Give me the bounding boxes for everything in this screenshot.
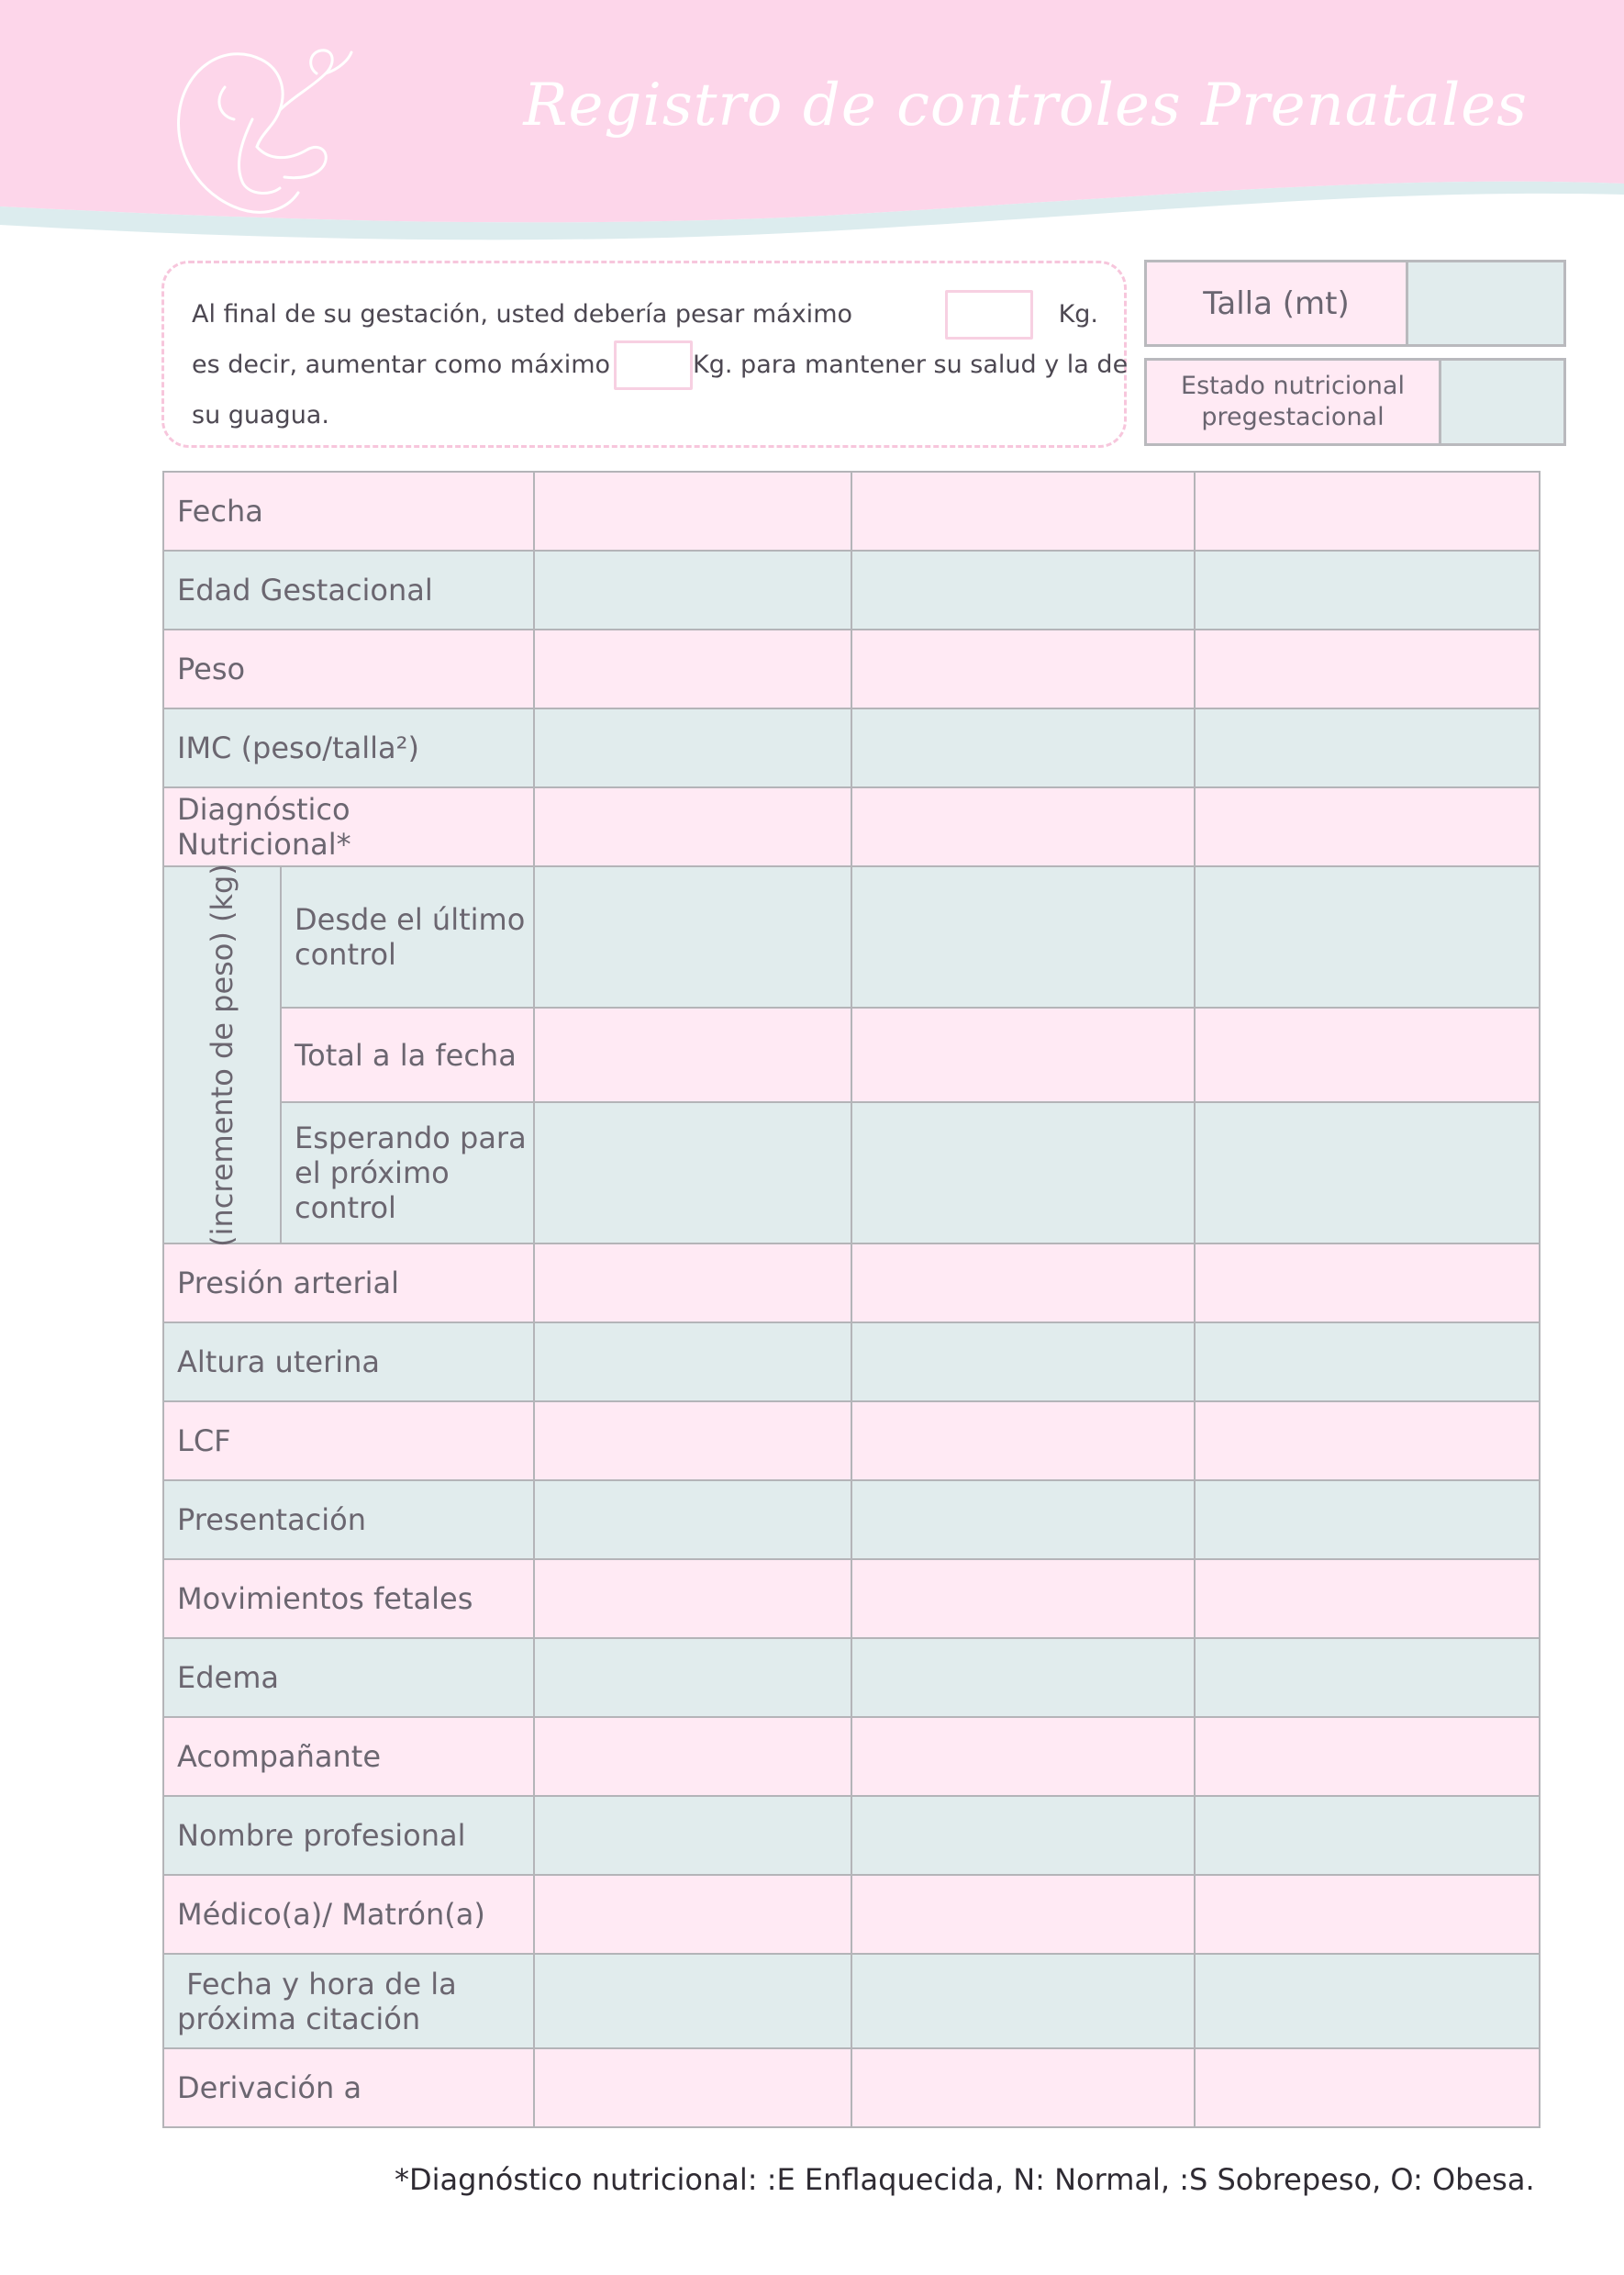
table-cell[interactable] xyxy=(1195,787,1540,866)
table-cell[interactable] xyxy=(534,1008,851,1102)
table-cell[interactable] xyxy=(851,1401,1195,1480)
table-cell[interactable] xyxy=(851,1559,1195,1638)
table-cell[interactable] xyxy=(1195,1243,1540,1322)
estado-label: Estado nutricional pregestacional xyxy=(1147,361,1441,443)
table-cell[interactable] xyxy=(1195,551,1540,630)
table-cell[interactable] xyxy=(851,1480,1195,1559)
table-cell[interactable] xyxy=(1195,1401,1540,1480)
table-cell[interactable] xyxy=(534,866,851,1008)
table-cell[interactable] xyxy=(1195,708,1540,787)
table-cell[interactable] xyxy=(851,1954,1195,2048)
table-cell[interactable] xyxy=(851,866,1195,1008)
table-cell[interactable] xyxy=(534,1322,851,1401)
row-label: Presentación xyxy=(163,1480,534,1559)
table-cell[interactable] xyxy=(534,787,851,866)
row-label: LCF xyxy=(163,1401,534,1480)
table-row xyxy=(163,630,1540,708)
table-cell[interactable] xyxy=(1195,1796,1540,1875)
table-cell[interactable] xyxy=(534,1480,851,1559)
table-row xyxy=(163,866,1540,1008)
row-label: Total a la fecha xyxy=(281,1008,534,1102)
table-cell[interactable] xyxy=(1195,630,1540,708)
table-row xyxy=(163,1480,1540,1559)
weight-goal-line-3 xyxy=(192,390,1098,441)
table-cell[interactable] xyxy=(851,630,1195,708)
table-cell[interactable] xyxy=(851,2048,1195,2127)
table-cell[interactable] xyxy=(534,1796,851,1875)
weight-goal-line-2 xyxy=(192,340,1129,390)
table-cell[interactable] xyxy=(851,1008,1195,1102)
row-label: Acompañante xyxy=(163,1717,534,1796)
table-cell[interactable] xyxy=(534,708,851,787)
table-cell[interactable] xyxy=(1195,1102,1540,1243)
row-label: Derivación a xyxy=(163,2048,534,2127)
table-cell[interactable] xyxy=(851,1322,1195,1401)
estado-box xyxy=(1144,358,1566,446)
row-label: Edema xyxy=(163,1638,534,1717)
table-row xyxy=(163,1401,1540,1480)
table-row xyxy=(163,1954,1540,2048)
weight-goal-text-3: su guagua. xyxy=(192,401,329,429)
table-cell[interactable] xyxy=(534,1559,851,1638)
row-label: Edad Gestacional xyxy=(163,551,534,630)
table-cell[interactable] xyxy=(1195,2048,1540,2127)
talla-label: Talla (mt) xyxy=(1147,262,1408,344)
table-row xyxy=(163,551,1540,630)
page-title: Registro de controles Prenatales xyxy=(523,72,1528,139)
header-band xyxy=(0,0,1624,266)
table-row xyxy=(163,1008,1540,1102)
table-row xyxy=(163,1102,1540,1243)
weight-goal-line-1 xyxy=(192,289,1098,340)
table-row xyxy=(163,1796,1540,1875)
weight-goal-text-2b: Kg. para mantener su salud y la de xyxy=(693,351,1129,379)
max-weight-field[interactable] xyxy=(945,290,1033,340)
table-cell[interactable] xyxy=(851,1638,1195,1717)
estado-field[interactable] xyxy=(1441,361,1563,443)
table-cell[interactable] xyxy=(1195,1954,1540,2048)
table-cell[interactable] xyxy=(1195,1875,1540,1954)
weight-goal-box xyxy=(161,261,1127,448)
table-row xyxy=(163,2048,1540,2127)
table-row xyxy=(163,1638,1540,1717)
table-cell[interactable] xyxy=(851,1875,1195,1954)
row-label: Nombre profesional xyxy=(163,1796,534,1875)
row-label: IMC (peso/talla²) xyxy=(163,708,534,787)
row-label: Médico(a)/ Matrón(a) xyxy=(163,1875,534,1954)
table-row xyxy=(163,1559,1540,1638)
table-cell[interactable] xyxy=(851,787,1195,866)
max-gain-field[interactable] xyxy=(614,340,693,390)
table-cell[interactable] xyxy=(851,551,1195,630)
table-row xyxy=(163,708,1540,787)
row-label: Movimientos fetales xyxy=(163,1559,534,1638)
table-cell[interactable] xyxy=(534,2048,851,2127)
row-label: Esperando para el próximo control xyxy=(281,1102,534,1243)
row-label: Peso xyxy=(163,630,534,708)
table-cell[interactable] xyxy=(1195,866,1540,1008)
table-cell[interactable] xyxy=(1195,1638,1540,1717)
table-cell[interactable] xyxy=(1195,1717,1540,1796)
table-row xyxy=(163,1717,1540,1796)
table-cell[interactable] xyxy=(534,1717,851,1796)
table-row xyxy=(163,1875,1540,1954)
talla-box xyxy=(1144,260,1566,347)
weight-goal-text-2a: es decir, aumentar como máximo xyxy=(192,351,611,379)
talla-field[interactable] xyxy=(1408,262,1563,344)
table-row xyxy=(163,787,1540,866)
table-cell[interactable] xyxy=(851,1102,1195,1243)
table-row xyxy=(163,472,1540,551)
row-label: Altura uterina xyxy=(163,1322,534,1401)
table-cell[interactable] xyxy=(1195,1480,1540,1559)
table-cell[interactable] xyxy=(534,472,851,551)
footnote: *Diagnóstico nutricional: :E Enflaquecida, N: Normal, :S Sobrepeso, O: Obesa. xyxy=(395,2162,1535,2197)
table-cell[interactable] xyxy=(534,1875,851,1954)
row-label: Presión arterial xyxy=(163,1243,534,1322)
table-cell[interactable] xyxy=(534,630,851,708)
table-cell[interactable] xyxy=(534,1638,851,1717)
row-label: Desde el último control xyxy=(281,866,534,1008)
table-cell[interactable] xyxy=(1195,1559,1540,1638)
row-label: Fecha y hora de la próxima citación xyxy=(163,1954,534,2048)
table-cell[interactable] xyxy=(534,551,851,630)
table-cell[interactable] xyxy=(534,1954,851,2048)
row-label: Diagnóstico Nutricional* xyxy=(163,787,534,866)
table-row xyxy=(163,1322,1540,1401)
table-cell[interactable] xyxy=(851,1243,1195,1322)
prenatal-controls-table xyxy=(162,471,1541,2128)
table-cell[interactable] xyxy=(1195,1322,1540,1401)
weight-increment-label: (incremento de peso) (kg) xyxy=(205,863,239,1247)
fetus-icon xyxy=(170,32,353,220)
weight-goal-text-1b: Kg. xyxy=(1058,300,1098,329)
table-cell[interactable] xyxy=(851,1796,1195,1875)
table-cell[interactable] xyxy=(851,708,1195,787)
weight-increment-group xyxy=(163,863,281,1247)
weight-goal-text-1a: Al final de su gestación, usted debería pesar máximo xyxy=(192,300,853,329)
table-cell[interactable] xyxy=(851,1717,1195,1796)
table-cell[interactable] xyxy=(1195,472,1540,551)
table-cell[interactable] xyxy=(534,1102,851,1243)
row-label: Fecha xyxy=(163,472,534,551)
table-cell[interactable] xyxy=(1195,1008,1540,1102)
table-cell[interactable] xyxy=(534,1243,851,1322)
table-cell[interactable] xyxy=(851,472,1195,551)
table-row xyxy=(163,1243,1540,1322)
table-cell[interactable] xyxy=(534,1401,851,1480)
